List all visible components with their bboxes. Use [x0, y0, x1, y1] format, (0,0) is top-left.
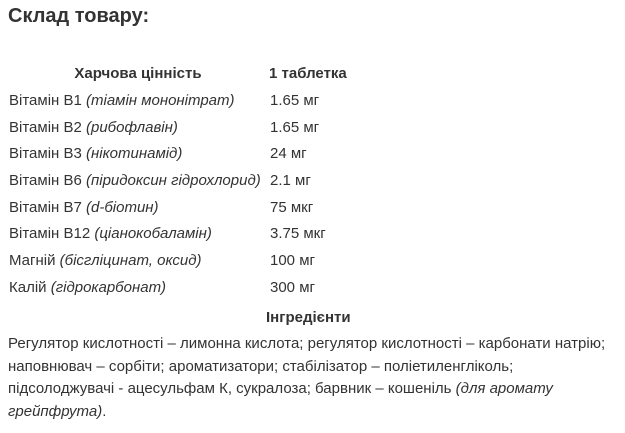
column-header-nutrition: Харчова цінність [74, 65, 202, 82]
table-row [9, 167, 347, 194]
ingredients-paragraph [8, 333, 620, 423]
table-row [9, 274, 347, 301]
nutrient-cell [9, 87, 267, 114]
nutrient-name: Вітамін В7 [9, 198, 86, 216]
nutrient-cell [9, 247, 267, 274]
nutrient-form: (бісгліцинат, оксид) [59, 251, 202, 269]
table-row [9, 220, 347, 247]
nutrient-cell [9, 114, 267, 141]
nutrient-amount: 300 мг [270, 278, 315, 296]
ingredients-list: Регулятор кислотності – лимонна кислота; регулятор кислотності – карбонати натрію; наповнювач – сорбіти; ароматизатори; стабілізатор – поліетиленгліколь; підсолоджувачі - ацесульфам К, сукралоза; барвник – кошеніль [8, 335, 606, 398]
nutrient-amount: 24 мг [270, 145, 307, 163]
table-row [9, 114, 347, 141]
nutrient-name: Вітамін В6 [9, 171, 86, 189]
nutrient-cell [9, 140, 267, 167]
table-row [9, 87, 347, 114]
nutrient-amount: 100 мг [270, 251, 315, 269]
table-row [9, 194, 347, 221]
nutrient-form: (тіамін мононітрат) [86, 91, 235, 109]
ingredients-note: (для аромату грейпфрута) [8, 380, 553, 420]
table-row [9, 140, 347, 167]
nutrient-form: (гідрокарбонат) [50, 278, 167, 296]
nutrient-cell [9, 167, 267, 194]
column-header-amount: 1 таблетка [269, 65, 347, 82]
nutrient-name: Вітамін В3 [9, 145, 86, 163]
table-header-row [9, 60, 347, 87]
nutrition-table [9, 60, 347, 301]
nutrient-form: (рибофлавін) [86, 118, 178, 136]
nutrient-form: (піридоксин гідрохлорид) [86, 171, 261, 189]
table-row [9, 247, 347, 274]
nutrient-name: Вітамін В12 [9, 225, 95, 243]
nutrient-cell [9, 194, 267, 221]
nutrient-name: Калій [9, 278, 51, 296]
nutrient-amount: 1.65 мг [270, 118, 320, 136]
nutrient-amount: 3.75 мкг [270, 225, 326, 243]
ingredients-heading: Інгредієнти [266, 309, 351, 326]
nutrient-cell [9, 274, 267, 301]
nutrient-name: Вітамін В2 [9, 118, 86, 136]
page-title: Склад товару: [8, 5, 150, 27]
ingredients-end: . [102, 402, 107, 420]
nutrient-amount: 1.65 мг [270, 91, 320, 109]
nutrient-amount: 2.1 мг [270, 171, 311, 189]
nutrient-amount: 75 мкг [270, 198, 314, 216]
nutrient-name: Магній [9, 251, 60, 269]
nutrient-form: (ціанокобаламін) [94, 225, 212, 243]
nutrient-name: Вітамін В1 [9, 91, 86, 109]
nutrient-form: (d-біотин) [86, 198, 159, 216]
nutrient-cell [9, 220, 267, 247]
nutrient-form: (нікотинамід) [86, 145, 183, 163]
